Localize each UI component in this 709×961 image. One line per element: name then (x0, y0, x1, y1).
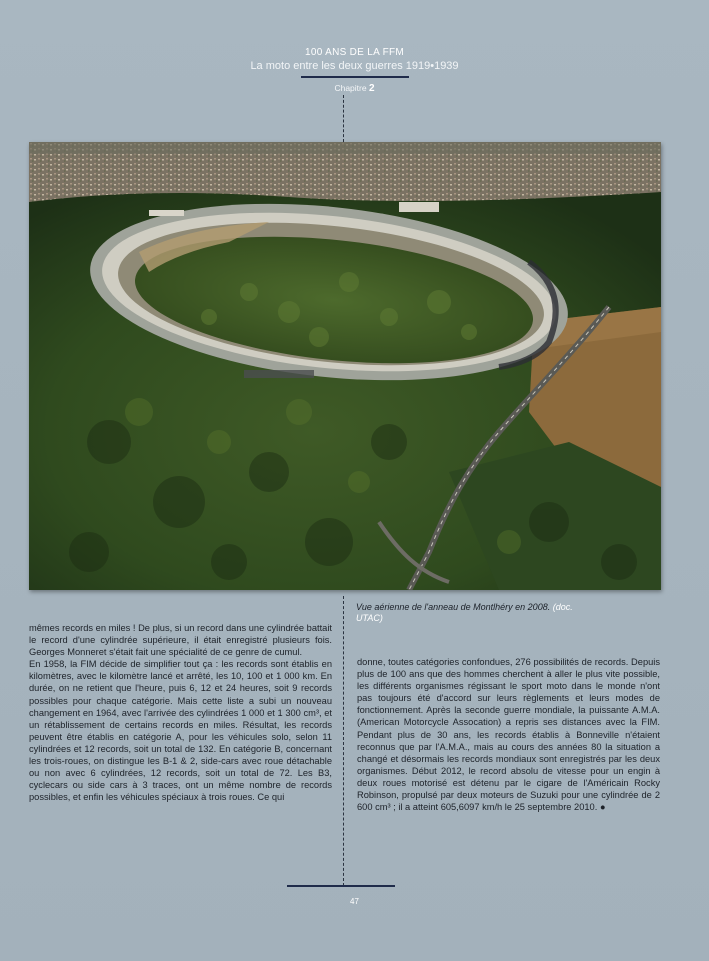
body-column-left (29, 622, 332, 803)
chapter-subtitle: La moto entre les deux guerres 1919•1939 (250, 60, 459, 72)
aerial-photo (29, 142, 661, 590)
body-column-right (357, 656, 660, 813)
header-rule (301, 76, 409, 78)
series-title: 100 ANS DE LA FFM (304, 47, 405, 58)
center-dashed-line-top (343, 95, 344, 142)
footer-rule (287, 885, 395, 887)
body-paragraph: En 1958, la FIM décide de simplifier tout ça : les records sont établis en kilomètres, avec le kilomètre lancé et arrêté, les 10, 100 et 1 000 km. En durée, on ne retient que l'heure, puis 6, 12 et 24 heures, soit 9 records possibles pour chaque catégorie. Mais cette liste a subi un nouveau changement en 1964, avec l'arrivée des cylindrées 1 000 et 1 300 cm³, et un rétablissement de certains records en miles. Résultat, les records peuvent être établis en catégorie A, pour les véhicules solo, selon 11 cylindrées et 12 records, soit un total de 132. En catégorie B, concernant les trois-roues, on distingue les B-1 & 2, side-cars avec roue détachable ou non avec 6 cylindrées, 12 records, soit un total de 72. Les B3, cyclecars ou side cars à 3 traces, ont un même nombre de records possibles, et enfin les véhicules spéciaux à trois roues. Ce qui (29, 659, 332, 803)
chapter-label (0, 83, 709, 94)
photo-caption (356, 602, 586, 624)
caption-text: Vue aérienne de l'anneau de Montlhéry en 2008. (356, 602, 551, 612)
caption-credit: (doc. UTAC) (356, 602, 573, 623)
chapter-number: 2 (368, 83, 375, 94)
page-header (0, 46, 709, 94)
body-paragraph: mêmes records en miles ! De plus, si un record dans une cylindrée battait le record d'une cylindrée supérieure, il était enregistré plusieurs fois. Georges Monneret s'était fait une spécialité de ce genre de cumul. (29, 623, 332, 658)
page-number: 47 (350, 897, 359, 906)
center-dashed-line-bottom (343, 596, 344, 886)
body-paragraph: donne, toutes catégories confondues, 276 possibilités de records. Depuis plus de 100 ans que des hommes cherchent à aller le plus vite possible, les différents organismes régissant le sport moto dans le monde n'ont pas toujours été d'accord sur leurs règlements et leurs modes de fonctionnement. Après la seconde guerre mondiale, la puissante A.M.A. (American Motorcycle Assocation) a repris ses distances avec la FIM. Pendant plus de 30 ans, les records établis à Bonneville n'étaient reconnus que par l'A.M.A., mais au cours des années 80 la situation a changé et désormais les records mondiaux sont enregistrés par les deux organismes. Début 2012, le record absolu de vitesse pour un engin à deux roues motorisé est détenu par le cigare de l'Américain Rocky Robinson, propulsé par deux moteurs de Suzuki pour une cylindrée de 2 600 cm³ ; il a atteint 605,6097 km/h le 25 septembre 2010. ● (357, 657, 660, 813)
aerial-photo-montlhery-ring-icon (29, 142, 661, 590)
chapter-word: Chapitre (334, 83, 367, 93)
